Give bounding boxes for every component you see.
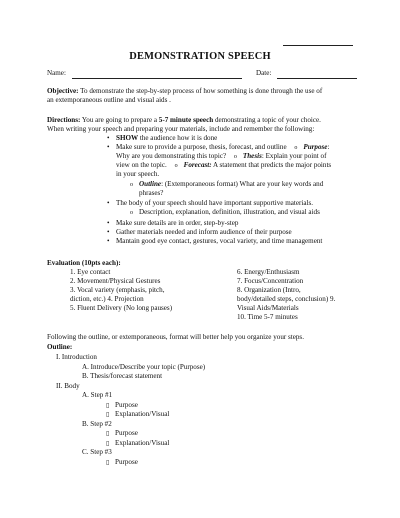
bullet-icon: •: [107, 237, 110, 245]
forecast-text: A statement that predicts the major points: [211, 161, 332, 169]
top-rule: [283, 45, 353, 46]
eval-left-5: 5. Fluent Delivery (No long pauses): [70, 304, 173, 312]
circle-bullet-icon: o: [174, 163, 178, 169]
bullet-maintain: [107, 237, 322, 246]
eval-left-1: 1. Eye contact: [70, 268, 111, 276]
circle-bullet-icon: o: [294, 145, 298, 151]
outline-item-text: Explanation/Visual: [115, 438, 170, 447]
provide-text-1: Make sure to provide a purpose, thesis, forecast, and outline: [116, 143, 287, 151]
circle-bullet-icon: o: [233, 154, 237, 160]
outline-item-text: C. Step #3: [82, 448, 112, 456]
outline-label-inline: Outline: [139, 180, 162, 188]
outline-item-text: I. Introduction: [56, 353, 97, 361]
directions-text-b: 5-7 minute speech: [158, 116, 214, 124]
outline-item: [106, 410, 169, 420]
outline-item: [106, 429, 138, 439]
outline-item: [56, 353, 97, 362]
eval-left-4: diction, etc.) 4. Projection: [70, 295, 144, 303]
eval-right-6: 10. Time 5-7 minutes: [237, 313, 298, 321]
square-bullet-icon: ▯: [106, 431, 110, 437]
show-bold: SHOW: [116, 134, 139, 142]
outline-item-text: A. Step #1: [82, 391, 113, 399]
outline-item: [82, 420, 112, 429]
eval-right-3: 8. Organization (Intro,: [237, 286, 301, 294]
directions-text-a: You are going to prepare a: [81, 116, 159, 124]
outline-sub-line-2: phrases?: [139, 189, 164, 197]
evaluation-label: Evaluation (10pts each):: [47, 259, 121, 267]
eval-right-5: Visual Aids/Materials: [237, 304, 299, 312]
maintain-text: Mantain good eye contact, gestures, vocal variety, and time management: [116, 237, 323, 245]
square-bullet-icon: ▯: [106, 412, 110, 418]
name-field-row: [47, 69, 242, 79]
outline-item: [56, 382, 80, 391]
show-rest: the audience how it is done: [138, 134, 218, 142]
bullet-show: [107, 134, 217, 143]
outline-item: [82, 391, 112, 400]
directions-label: Directions:: [47, 116, 81, 124]
outline-item-text: Purpose: [115, 457, 138, 466]
eval-right-2: 7. Focus/Concentration: [237, 277, 304, 285]
date-blank-line: [277, 69, 357, 79]
outline-text-inline: : (Extemporaneous format) What are your key words and: [161, 180, 324, 188]
provide-line-4: in your speech.: [116, 170, 160, 178]
details-text: Make sure details are in order, step-by-step: [116, 219, 239, 227]
body-text: The body of your speech should have important supportive materials.: [116, 199, 314, 207]
eval-right-1: 6. Energy/Enthusiasm: [237, 268, 300, 276]
outline-item: [106, 439, 169, 449]
outline-item: [82, 448, 112, 457]
forecast-label: Forecast:: [183, 161, 212, 169]
outline-item-text: A. Introduce/Describe your topic (Purpose): [82, 362, 206, 371]
circle-bullet-icon: o: [130, 182, 133, 188]
square-bullet-icon: ▯: [106, 402, 110, 409]
bullet-provide: • Make sure to provide a purpose, thesis, forecast, and outline o Purpose:: [107, 143, 330, 151]
gather-text: Gather materials needed and inform audience of their purpose: [116, 228, 292, 236]
outline-item-text: Purpose: [115, 400, 138, 409]
bullet-icon: •: [107, 143, 110, 151]
bullet-body: [107, 199, 313, 208]
square-bullet-icon: ▯: [106, 459, 110, 466]
square-bullet-icon: ▯: [106, 440, 110, 447]
provide-text-3: view on the topic.: [116, 161, 167, 169]
directions-text-c: demonstrating a topic of your choice.: [213, 116, 321, 124]
page-title: DEMONSTRATION SPEECH: [129, 51, 271, 62]
provide-text-2: Why are you demonstrating this topic?: [116, 152, 227, 160]
name-label: Name:: [47, 69, 66, 77]
date-field-row: [256, 69, 357, 79]
outline-item-text: B. Step #2: [82, 419, 112, 428]
outline-item-text: II. Body: [56, 381, 80, 390]
bullet-gather: [107, 228, 292, 237]
outline-item: [106, 401, 138, 411]
body-sub-bullet: [130, 208, 320, 218]
outline-item-text: B. Thesis/forecast statement: [82, 372, 163, 380]
circle-bullet-icon: o: [130, 210, 133, 216]
bullet-icon: •: [107, 199, 110, 207]
objective-label: Objective:: [47, 87, 79, 95]
bullet-icon: •: [107, 219, 110, 227]
body-sub-text: Description, explanation, definition, illustration, and visual aids: [139, 208, 320, 216]
directions-line-2: When writing your speech and preparing your materials, include and remember the following:: [47, 125, 315, 133]
bullet-icon: •: [107, 228, 110, 236]
eval-left-3: 3. Vocal variety (emphasis, pitch,: [70, 286, 165, 294]
objective-line-1: [47, 87, 322, 96]
name-blank-line: [72, 69, 242, 79]
bullet-icon: •: [107, 134, 110, 142]
outline-item: [82, 372, 162, 381]
purpose-label: Purpose: [303, 143, 328, 151]
outline-item-text: Explanation/Visual: [115, 410, 170, 418]
directions-line-1: [47, 116, 321, 125]
thesis-label: Thesis: [242, 152, 262, 160]
outline-item: [82, 363, 205, 372]
outline-item: [106, 458, 138, 468]
date-label: Date:: [256, 69, 272, 77]
outline-item-text: Purpose: [115, 429, 138, 437]
objective-text-1: To demonstrate the step-by-step process of how something is done through the use of: [80, 87, 323, 95]
eval-right-4: body/detailed steps, conclusion) 9.: [237, 295, 336, 303]
bullet-details: [107, 219, 238, 228]
outline-label: Outline:: [47, 343, 73, 351]
objective-line-2: an extemporaneous outline and visual aids .: [47, 96, 171, 104]
outline-intro: Following the outline, or extemporaneous, format will better help you organize your steps.: [47, 333, 304, 341]
eval-left-2: 2. Movement/Physical Gestures: [70, 277, 161, 285]
thesis-text: : Explain your point of: [261, 152, 327, 160]
